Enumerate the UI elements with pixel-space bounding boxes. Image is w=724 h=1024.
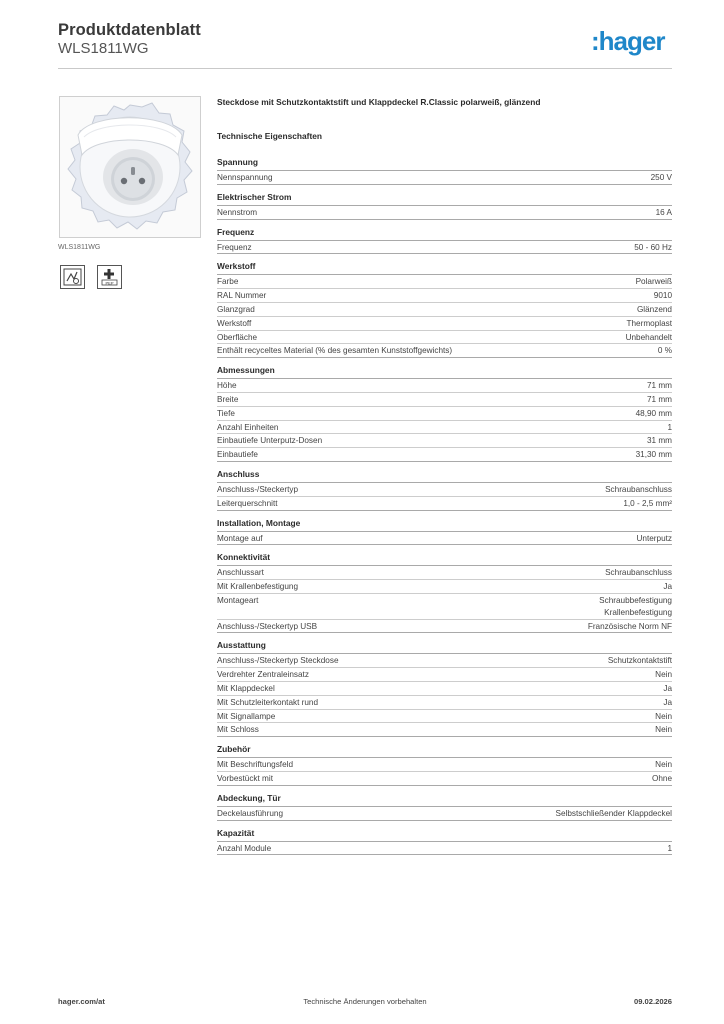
spec-group [217,793,672,821]
spec-row [217,594,672,620]
spec-value: 250 V [650,173,672,182]
spec-label: Anzahl Einheiten [217,422,279,432]
product-certificate-icon [97,265,122,289]
spec-label: Tiefe [217,408,235,418]
spec-row [217,620,672,634]
spec-group-title: Konnektivität [217,552,271,563]
spec-label: Höhe [217,381,237,391]
spec-value: 50 - 60 Hz [634,242,672,252]
spec-row [217,668,672,682]
spec-group [217,365,672,462]
spec-value: Nein [655,670,672,680]
spec-row [217,654,672,668]
spec-group [217,157,672,185]
spec-value: Schutzkontaktstift [607,656,672,666]
spec-row [217,303,672,317]
socket-illustration [60,97,200,237]
spec-label: Farbe [217,277,239,287]
spec-group [217,518,672,546]
spec-group-title: Abmessungen [217,365,275,376]
spec-table [217,205,672,220]
image-caption: WLS1811WG [58,244,101,251]
spec-row [217,682,672,696]
spec-group-title: Abdeckung, Tür [217,792,281,803]
spec-row [217,772,672,786]
spec-value: Ohne [651,773,672,783]
spec-value: 1,0 - 2,5 mm² [623,498,672,508]
spec-value: Nein [655,760,672,770]
spec-label: Verdrehter Zentraleinsatz [217,670,309,680]
spec-label: Enthält recyceltes Material (% des gesamten Kunststoffgewichts) [217,346,453,356]
spec-label: Nennspannung [217,173,273,182]
spec-value: 9010 [653,291,672,301]
spec-group-title: Ausstattung [217,640,266,651]
spec-value: Nein [655,725,672,735]
spec-groups [217,157,672,855]
spec-label: Breite [217,394,239,404]
spec-row [217,580,672,594]
spec-label: Montage auf [217,533,263,543]
spec-value: Nein [655,711,672,721]
spec-value: 31,30 mm [635,450,672,460]
spec-label: Anschlussart [217,568,264,578]
spec-label: Oberfläche [217,332,258,342]
recycling-certificate-icon [60,265,85,289]
spec-table [217,170,672,185]
spec-label: RAL Nummer [217,291,267,301]
spec-table [217,482,672,511]
spec-row [217,275,672,289]
spec-value: Ja [663,683,672,693]
spec-group [217,192,672,220]
spec-label: Einbautiefe Unterputz-Dosen [217,436,323,446]
hager-logo [591,29,675,57]
spec-value: Schraubanschluss [605,568,672,578]
spec-value: Selbstschließender Klappdeckel [555,808,672,818]
spec-row [217,317,672,331]
spec-row [217,696,672,710]
spec-value: 31 mm [646,436,672,446]
spec-row [217,331,672,345]
spec-value: Ja [663,582,672,592]
spec-table [217,565,672,633]
spec-label: Mit Signallampe [217,711,276,721]
spec-label: Mit Schutzleiterkontakt rund [217,697,319,707]
spec-table [217,653,672,737]
spec-row [217,532,672,546]
product-image [59,96,201,238]
spec-label: Deckelausführung [217,808,283,818]
spec-row [217,758,672,772]
spec-value: 71 mm [646,381,672,391]
spec-row [217,497,672,511]
spec-row [217,344,672,358]
spec-group [217,469,672,511]
article-number: WLS1811WG [58,40,149,57]
spec-table [217,531,672,546]
spec-value: 71 mm [646,394,672,404]
spec-row [217,421,672,435]
spec-row [217,566,672,580]
spec-row [217,171,672,185]
header-divider [58,68,672,69]
spec-row [217,807,672,821]
footer-date: 09.02.2026 [633,997,672,1006]
spec-table [217,378,672,462]
spec-row [217,393,672,407]
footer-website: hager.com/at [58,997,105,1006]
spec-group [217,552,672,633]
spec-row [217,723,672,737]
spec-label: Anzahl Module [217,843,272,853]
spec-row [217,842,672,856]
spec-value: 48,90 mm [635,408,672,418]
spec-label: Nennstrom [217,207,258,217]
spec-label: Leiterquerschnitt [217,498,278,508]
spec-value: 1 [667,422,672,432]
spec-value: Unbehandelt [625,332,672,342]
spec-value: Unterputz [636,533,672,543]
spec-row [217,434,672,448]
spec-group [217,828,672,856]
spec-row [217,483,672,497]
spec-label: Vorbestückt mit [217,773,273,783]
spec-value: Ja [663,697,672,707]
section-heading: Technische Eigenschaften [217,131,323,141]
spec-label: Einbautiefe [217,450,258,460]
spec-group [217,640,672,737]
spec-row [217,241,672,255]
spec-label: Anschluss-/Steckertyp USB [217,621,318,631]
spec-group [217,227,672,255]
spec-label: Mit Krallenbefestigung [217,582,299,592]
page-title: Produktdatenblatt [58,21,201,39]
spec-group-title: Frequenz [217,226,255,237]
spec-value: Thermoplast [626,318,672,328]
spec-value: Französische Norm NF [587,621,672,631]
spec-group-title: Spannung [217,157,258,167]
spec-label: Mit Beschriftungsfeld [217,760,293,770]
spec-row [217,206,672,220]
svg-text:PEP: PEP [105,280,114,286]
spec-table [217,240,672,255]
spec-group [217,261,672,358]
spec-label: Montageart [217,595,259,605]
spec-group-title: Kapazität [217,827,255,838]
spec-value: Polarweiß [635,277,672,287]
spec-group-title: Anschluss [217,468,260,479]
spec-value: 16 A [655,207,672,217]
spec-value: Glänzend [636,304,672,314]
spec-label: Werkstoff [217,318,252,328]
spec-table [217,841,672,856]
spec-table [217,757,672,786]
svg-text::hager: :hager [591,29,665,56]
spec-group-title: Installation, Montage [217,517,301,528]
spec-value: 1 [667,843,672,853]
spec-label: Anschluss-/Steckertyp [217,484,298,494]
spec-label: Anschluss-/Steckertyp Steckdose [217,656,339,666]
spec-row [217,710,672,724]
spec-value: Schraubbefestigung Krallenbefestigung [599,595,672,617]
spec-label: Glanzgrad [217,304,255,314]
spec-label: Mit Schloss [217,725,259,735]
specification-content [217,96,672,862]
spec-row [217,407,672,421]
spec-group-title: Elektrischer Strom [217,191,292,202]
spec-row [217,448,672,462]
spec-value: 0 % [657,346,672,356]
spec-row [217,379,672,393]
footer-disclaimer: Technische Änderungen vorbehalten [303,997,427,1006]
spec-group-title: Werkstoff [217,261,256,272]
spec-group-title: Zubehör [217,744,251,755]
spec-group [217,744,672,786]
product-title: Steckdose mit Schutzkontaktstift und Klappdeckel R.Classic polarweiß, glänzend [217,97,541,107]
spec-value: Schraubanschluss [605,484,672,494]
spec-row [217,289,672,303]
spec-table [217,806,672,821]
spec-label: Frequenz [217,242,252,252]
spec-label: Mit Klappdeckel [217,683,275,693]
spec-table [217,274,672,358]
